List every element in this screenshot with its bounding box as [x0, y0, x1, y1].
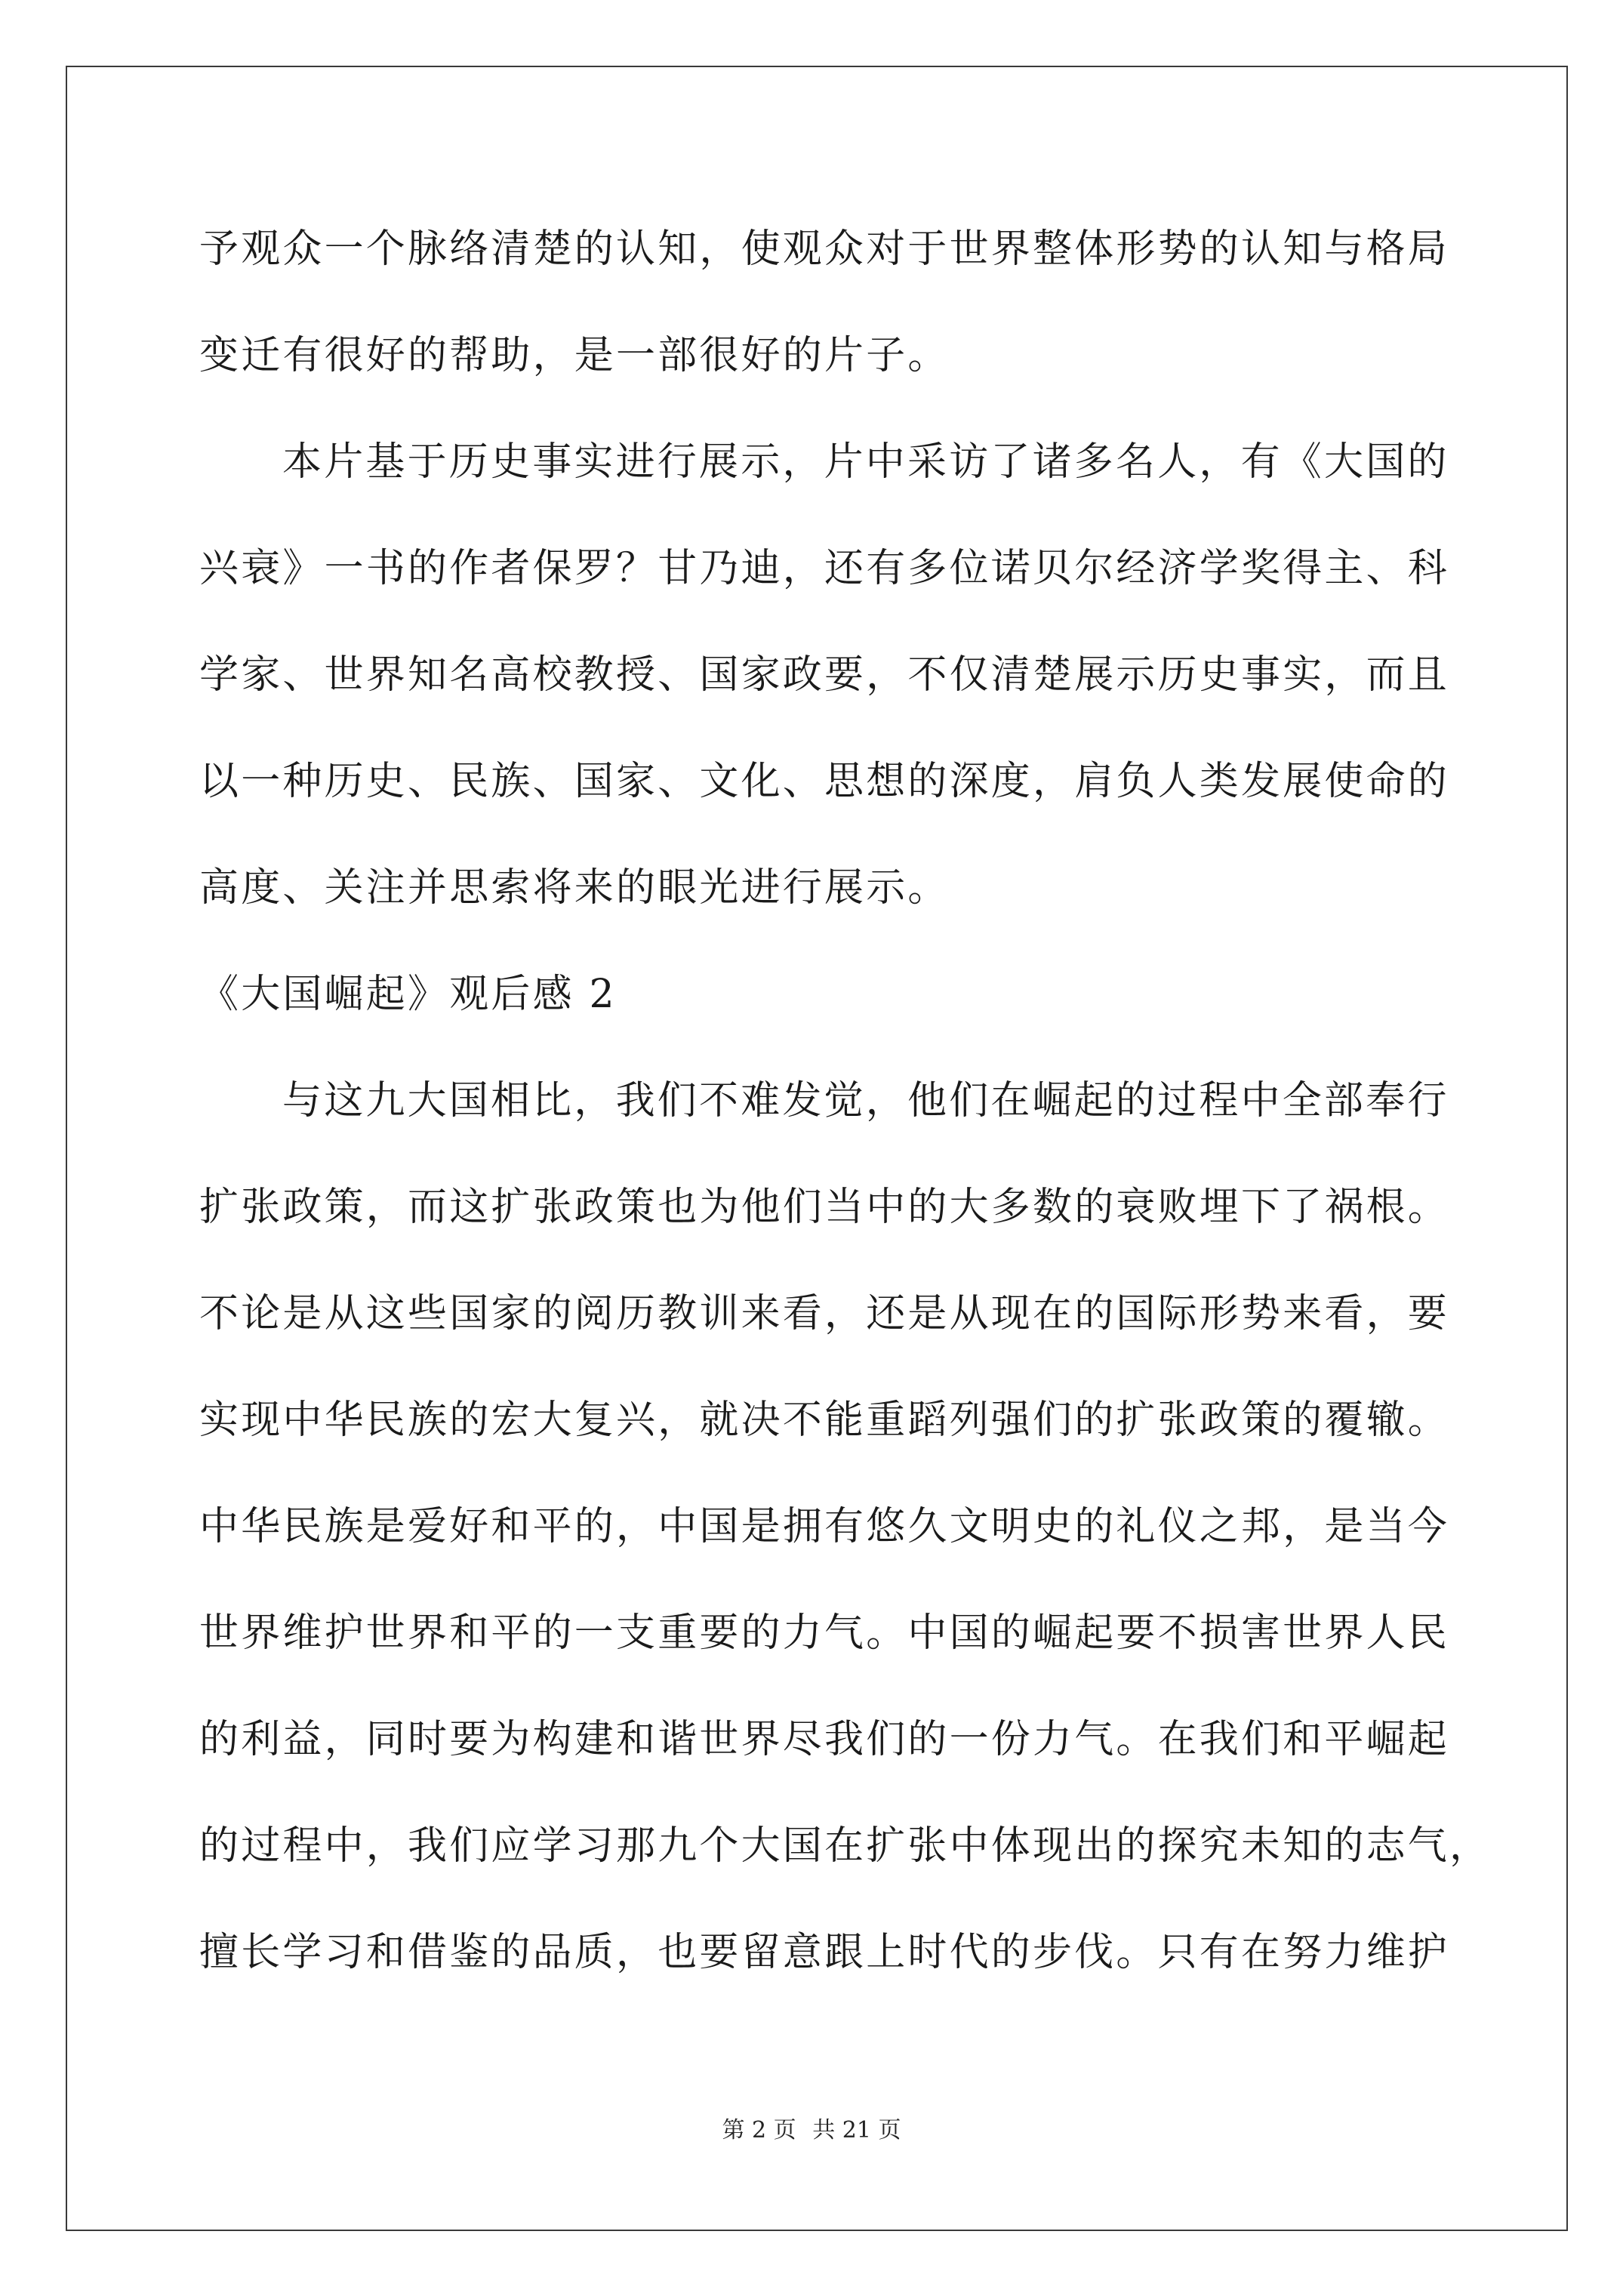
body-line: 世界维护世界和平的一支重要的力气。中国的崛起要不损害世界人民: [199, 1610, 1450, 1656]
body-line: 不论是从这些国家的阅历教训来看，还是从现在的国际形势来看，要: [199, 1291, 1450, 1336]
body-line: 与这九大国相比，我们不难发觉，他们在崛起的过程中全部奉行: [282, 1078, 1449, 1123]
body-line: 中华民族是爱好和平的，中国是拥有悠久文明史的礼仪之邦，是当今: [199, 1504, 1450, 1549]
page-number: 第 2 页: [722, 2117, 796, 2143]
body-line: 的利益，同时要为构建和谐世界尽我们的一份力气。在我们和平崛起: [199, 1717, 1450, 1762]
body-line: 学家、世界知名高校教授、国家政要，不仅清楚展示历史事实，而且: [199, 652, 1450, 698]
body-line: 擅长学习和借鉴的品质，也要留意跟上时代的步伐。只有在努力维护: [199, 1930, 1450, 1975]
body-line: 高度、关注并思索将来的眼光进行展示。: [199, 865, 950, 911]
body-line: 扩张政策，而这扩张政策也为他们当中的大多数的衰败埋下了祸根。: [199, 1185, 1450, 1230]
body-line: 本片基于历史事实进行展示，片中采访了诸多名人，有《大国的: [282, 439, 1449, 485]
body-line: 实现中华民族的宏大复兴，就决不能重蹈列强们的扩张政策的覆辙。: [199, 1398, 1450, 1443]
page-footer: [0, 2116, 1623, 2146]
body-line: 兴衰》一书的作者保罗？甘乃迪，还有多位诺贝尔经济学奖得主、科: [199, 546, 1450, 591]
body-line: 以一种历史、民族、国家、文化、思想的深度，肩负人类发展使命的: [199, 759, 1450, 804]
page-total: 共 21 页: [812, 2117, 901, 2143]
section-heading: 《大国崛起》观后感 2: [199, 972, 617, 1017]
body-line: 变迁有很好的帮助，是一部很好的片子。: [199, 333, 950, 378]
body-line: 的过程中，我们应学习那九个大国在扩张中体现出的探究未知的志气，: [199, 1823, 1492, 1869]
body-line: 予观众一个脉络清楚的认知，使观众对于世界整体形势的认知与格局: [199, 227, 1450, 272]
document-body: [199, 196, 1492, 2006]
